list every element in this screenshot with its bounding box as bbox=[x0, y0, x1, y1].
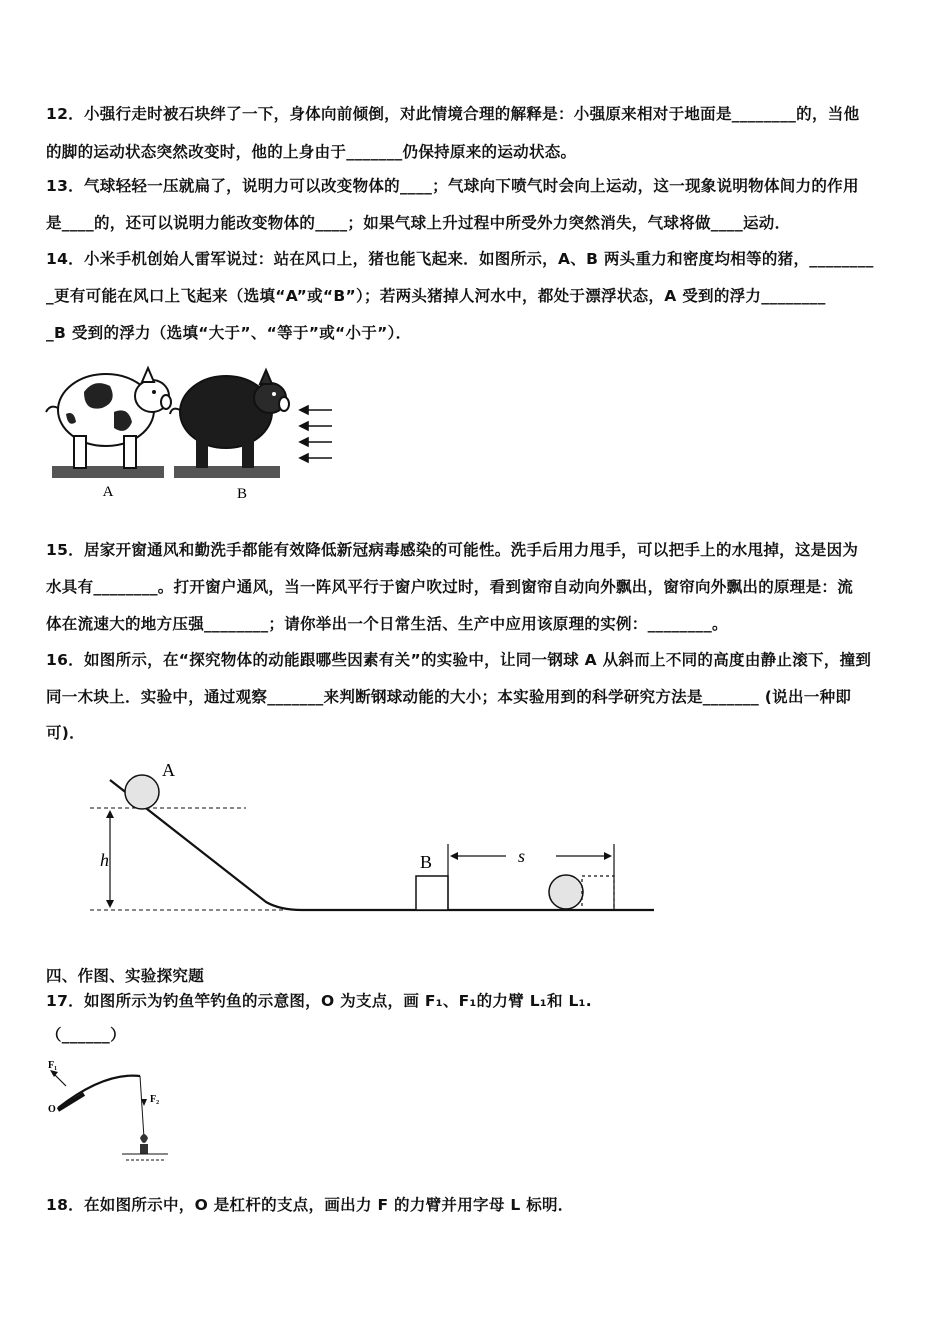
block-b-label: B bbox=[420, 852, 433, 872]
ball-a bbox=[125, 775, 159, 809]
distance-label: s bbox=[518, 846, 526, 866]
pig-label-a: A bbox=[102, 484, 114, 500]
q16-line-2: 同一木块上．实验中，通过观察_______来判断钢球动能的大小；本实验用到的科学研究方法是_______ (说出一种即 bbox=[46, 688, 852, 706]
wind-arrows bbox=[300, 406, 332, 462]
q12-line-1: 12．小强行走时被石块绊了一下，身体向前倾倒，对此情境合理的解释是：小强原来相对于地面是________的，当他 bbox=[46, 105, 860, 123]
ramp-figure bbox=[86, 752, 666, 922]
q12-line-2: 的脚的运动状态突然改变时，他的上身由于_______仍保持原来的运动状态。 bbox=[46, 143, 577, 161]
pig-figure bbox=[44, 352, 344, 502]
q15-line-1: 15．居家开窗通风和勤洗手都能有效降低新冠病毒感染的可能性。洗手后用力甩手，可以把手上的水甩掉，这是因为 bbox=[46, 541, 859, 559]
pivot-o-label: O bbox=[48, 1104, 56, 1115]
q14-line-2: _更有可能在风口上飞起来（选填“A”或“B”）；若两头猪掉人河水中，都处于漂浮状态，A 受到的浮力________ bbox=[46, 287, 826, 305]
q15-line-2: 水具有________。打开窗户通风，当一阵风平行于窗户吹过时，看到窗帘自动向外飘出，窗帘向外飘出的原理是：流 bbox=[46, 578, 854, 596]
q17-line-1: 17．如图所示为钓鱼竿钓鱼的示意图，O 为支点，画 F₁、F₁的力臂 L₁和 L₁. bbox=[46, 992, 592, 1010]
fishing-rod-figure bbox=[44, 1052, 194, 1167]
q18-line-1: 18．在如图所示中，O 是杠杆的支点，画出力 F 的力臂并用字母 L 标明． bbox=[46, 1196, 574, 1214]
ball-a-label: A bbox=[162, 760, 175, 780]
section-4-title: 四、作图、实验探究题 bbox=[46, 967, 205, 985]
force-f2-label: F₂ bbox=[150, 1094, 160, 1105]
block-b bbox=[416, 876, 448, 910]
pig-a bbox=[46, 368, 171, 468]
q14-line-1: 14．小米手机创始人雷军说过：站在风口上，猪也能飞起来．如图所示，A、B 两头重力和密度均相等的猪，________ bbox=[46, 250, 874, 268]
height-label: h bbox=[100, 850, 109, 870]
pig-b bbox=[170, 370, 289, 468]
q17-line-2: （______） bbox=[46, 1026, 126, 1044]
pig-label-b: B bbox=[236, 486, 248, 502]
q15-line-3: 体在流速大的地方压强________；请你举出一个日常生活、生产中应用该原理的实例：________。 bbox=[46, 615, 728, 633]
ball-final bbox=[549, 875, 583, 909]
force-f1-label: F₁ bbox=[48, 1060, 58, 1071]
q14-line-3: _B 受到的浮力（选填“大于”、“等于”或“小于”）． bbox=[46, 324, 412, 342]
q13-line-1: 13．气球轻轻一压就扁了，说明力可以改变物体的____；气球向下喷气时会向上运动，这一现象说明物体间力的作用 bbox=[46, 177, 859, 195]
q16-line-1: 16．如图所示，在“探究物体的动能跟哪些因素有关”的实验中，让同一钢球 A 从斜而上不同的高度由静止滚下，撞到 bbox=[46, 651, 872, 669]
q16-line-3: 可)． bbox=[46, 724, 85, 742]
q13-line-2: 是____的，还可以说明力能改变物体的____；如果气球上升过程中所受外力突然消失，气球将做____运动． bbox=[46, 214, 791, 232]
